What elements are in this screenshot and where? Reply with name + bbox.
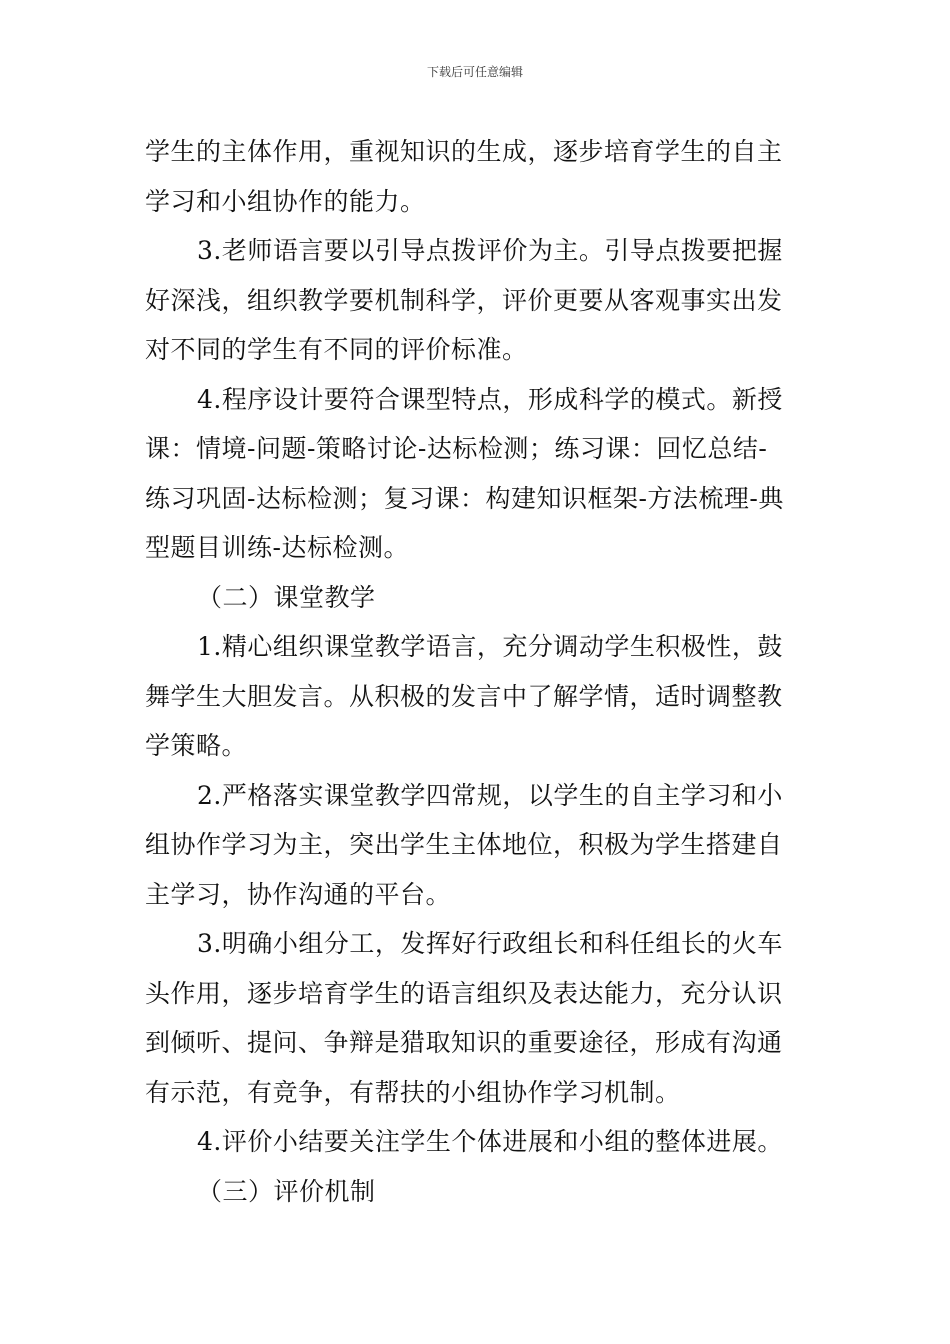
- paragraph-line: 课：情境-问题-策略讨论-达标检测；练习课：回忆总结-: [145, 434, 768, 463]
- paragraph-line: 头作用，逐步培育学生的语言组织及表达能力，充分认识: [145, 978, 783, 1008]
- paragraph-line: 有示范，有竞争，有帮扶的小组协作学习机制。: [145, 1077, 681, 1107]
- paragraph-line: 学策略。: [145, 731, 248, 760]
- paragraph-line: 主学习，协作沟通的平台。: [145, 879, 452, 909]
- paragraph-line: 2.严格落实课堂教学四常规，以学生的自主学习和小: [197, 780, 783, 810]
- document-body: [145, 127, 810, 1216]
- paragraph-line: 1.精心组织课堂教学语言，充分调动学生积极性，鼓: [197, 632, 783, 661]
- paragraph-line: 4.程序设计要符合课型特点，形成科学的模式。新授: [197, 384, 783, 414]
- paragraph-line: 练习巩固-达标检测；复习课：构建知识框架-方法梳理-典: [145, 483, 784, 513]
- paragraph-line: 3.老师语言要以引导点拨评价为主。引导点拨要把握: [197, 236, 783, 265]
- paragraph-line: 学习和小组协作的能力。: [145, 186, 426, 216]
- paragraph-line: 到倾听、提问、争辩是猎取知识的重要途径，形成有沟通: [145, 1028, 783, 1057]
- paragraph-line: 舞学生大胆发言。从积极的发言中了解学情，适时调整教: [145, 681, 783, 711]
- page-header: 下载后可任意编辑: [426, 65, 523, 79]
- paragraph-line: 3.明确小组分工，发挥好行政组长和科任组长的火车: [197, 929, 783, 958]
- paragraph-line: 型题目训练-达标检测。: [145, 533, 409, 562]
- section-heading: （二）课堂教学: [197, 582, 376, 612]
- paragraph-line: 学生的主体作用，重视知识的生成，逐步培育学生的自主: [145, 137, 783, 166]
- paragraph-line: 组协作学习为主，突出学生主体地位，积极为学生搭建自: [145, 830, 783, 859]
- section-heading: （三）评价机制: [197, 1176, 376, 1206]
- paragraph-line: 好深浅，组织教学要机制科学，评价更要从客观事实出发: [145, 285, 783, 315]
- paragraph-line: 对不同的学生有不同的评价标准。: [145, 335, 528, 364]
- paragraph-line: 4.评价小结要关注学生个体进展和小组的整体进展。: [197, 1127, 783, 1156]
